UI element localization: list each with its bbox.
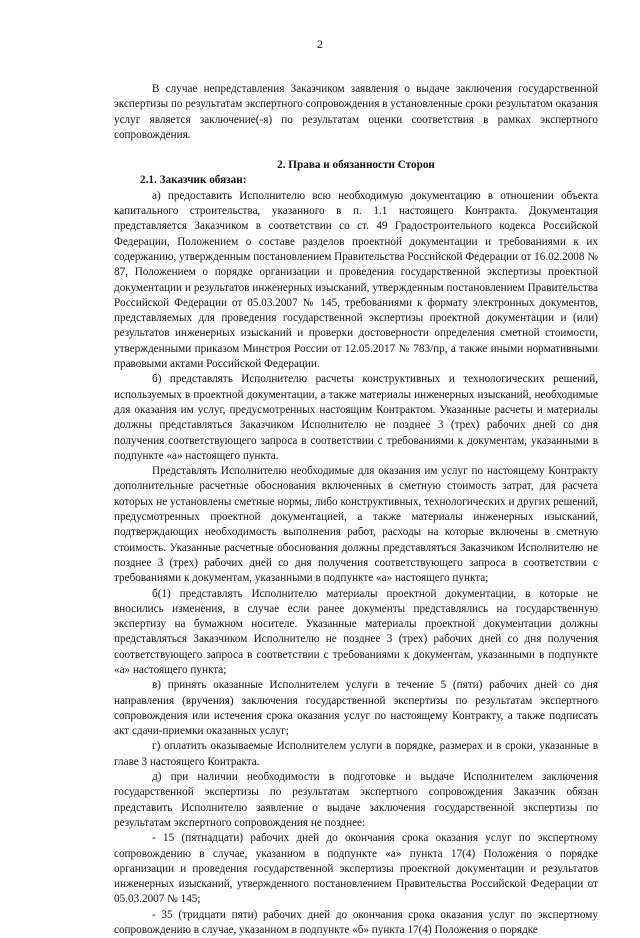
paragraph-g: г) оплатить оказываемые Исполнителем услуги в порядке, размерах и в сроки, указанные в главе 3 настоящего Контракта. [114,740,598,768]
paragraph-a: а) предоставить Исполнителю всю необходимую документацию в отношении объекта капитального строительства, указанного в п. 1.1 настоящего Контракта. Документация представляется Заказчиком в соответствии со ст. 49 Градостроительного кодекса Российской Федерации, Положением о составе разделов проектной документации и требованиями к их содержанию, утвержденным постановлением Правительства Российской Федерации от 16.02.2008 № 87, Положением о порядке организации и проведения государственной экспертизы проектной документации и результатов инженерных изысканий, утвержденным постановлением Правительства Российской Федерации от 05.03.2007 № 145, требованиями к формату электронных документов, представляемых для проведения государственной экспертизы проектной документации и (или) результатов инженерных изысканий и проверки достоверности определения сметной стоимости, утвержденными приказом Минстроя России от 12.05.2017 № 783/пр, а также иными нормативными правовыми актами Российской Федерации. [114,189,598,371]
paragraph-v: в) принять оказанные Исполнителем услуги в течение 5 (пяти) рабочих дней со дня направления (вручения) заключения государственной экспертизы по результатам экспертного сопровождения или истечения срока оказания услуг по настоящему Контракту, а также подписать акт сдачи-приемки оказанных услуг; [114,679,598,738]
paragraph-b1: б(1) представлять Исполнителю материалы проектной документации, в которые не вносились изменения, в случае если ранее документы представлялись на государственную экспертизу на бумажном носителе. Указанные материалы проектной документации должны представляться Заказчиком Исполнителю не позднее 3 (трех) рабочих дней со дня получения соответствующего запроса в соответствии с требованиями к документам, указанными в подпункте «а» настоящего пункта; [114,587,598,676]
paragraph-d-item-1: - 15 (пятнадцати) рабочих дней до окончания срока оказания услуг по экспертному сопровождению в случае, указанном в подпункте «а» пункта 17(4) Положения о порядке организации и проведения государственной экспертизы проектной документации и результатов инженерных изысканий, утвержденного постановлением Правительства Российской Федерации от 05.03.2007 № 145; [114,832,598,906]
paragraph-d: д) при наличии необходимости в подготовке и выдаче Исполнителем заключения государственной экспертизы по результатам экспертного сопровождения Заказчик обязан представить Исполнителю заявление о выдаче заключения государственной экспертизы по результатам экспертного сопровождения не позднее: [114,771,598,829]
paragraph-b-continued: Представлять Исполнителю необходимые для оказания им услуг по настоящему Контракту дополнительные расчетные обоснования включенных в сметную стоимость затрат, для расчета которых не установлены сметные нормы, либо конструктивных, технологических и других решений, предусмотренных проектной документацией, а также материалы инженерных изысканий, подтверждающих необходимость выполнения работ, расходы на которые включены в сметную стоимость. Указанные расчетные обоснования должны представляться Заказчиком Исполнителю не позднее 3 (трех) рабочих дней со дня получения соответствующего запроса в соответствии с требованиями к документам, указанными в подпункте «а» настоящего пункта; [114,465,598,585]
paragraph-b: б) представлять Исполнителю расчеты конструктивных и технологических решений, используемых в проектной документации, а также материалы инженерных изысканий, необходимые для оказания им услуг, предусмотренных настоящим Контрактом. Указанные расчеты и материалы должны представляться Заказчиком Исполнителю не позднее 3 (трех) рабочих дней со дня получения соответствующего запроса в соответствии с требованиями к документам, указанными в подпункте «а» настоящего пункта. [114,373,598,462]
section-title: 2. Права и обязанности Сторон [277,159,435,172]
intro-paragraph: В случае непредставления Заказчиком заявления о выдаче заключения государственной экспертизы по результатам экспертного сопровождения в установленные сроки результатом оказания услуг является заключение(-я) по результатам оценки соответствия в рамках экспертного сопровождения. [114,83,598,141]
paragraph-d-item-2: - 35 (тридцати пяти) рабочих дней до окончания срока оказания услуг по экспертному сопровождению в случае, указанном в подпункте «б» пункта 17(4) Положения о порядке [114,908,598,937]
subsection-title: 2.1. Заказчик обязан: [140,174,247,187]
page-number: 2 [317,37,323,51]
document-body [114,82,598,938]
spacer [114,143,598,158]
